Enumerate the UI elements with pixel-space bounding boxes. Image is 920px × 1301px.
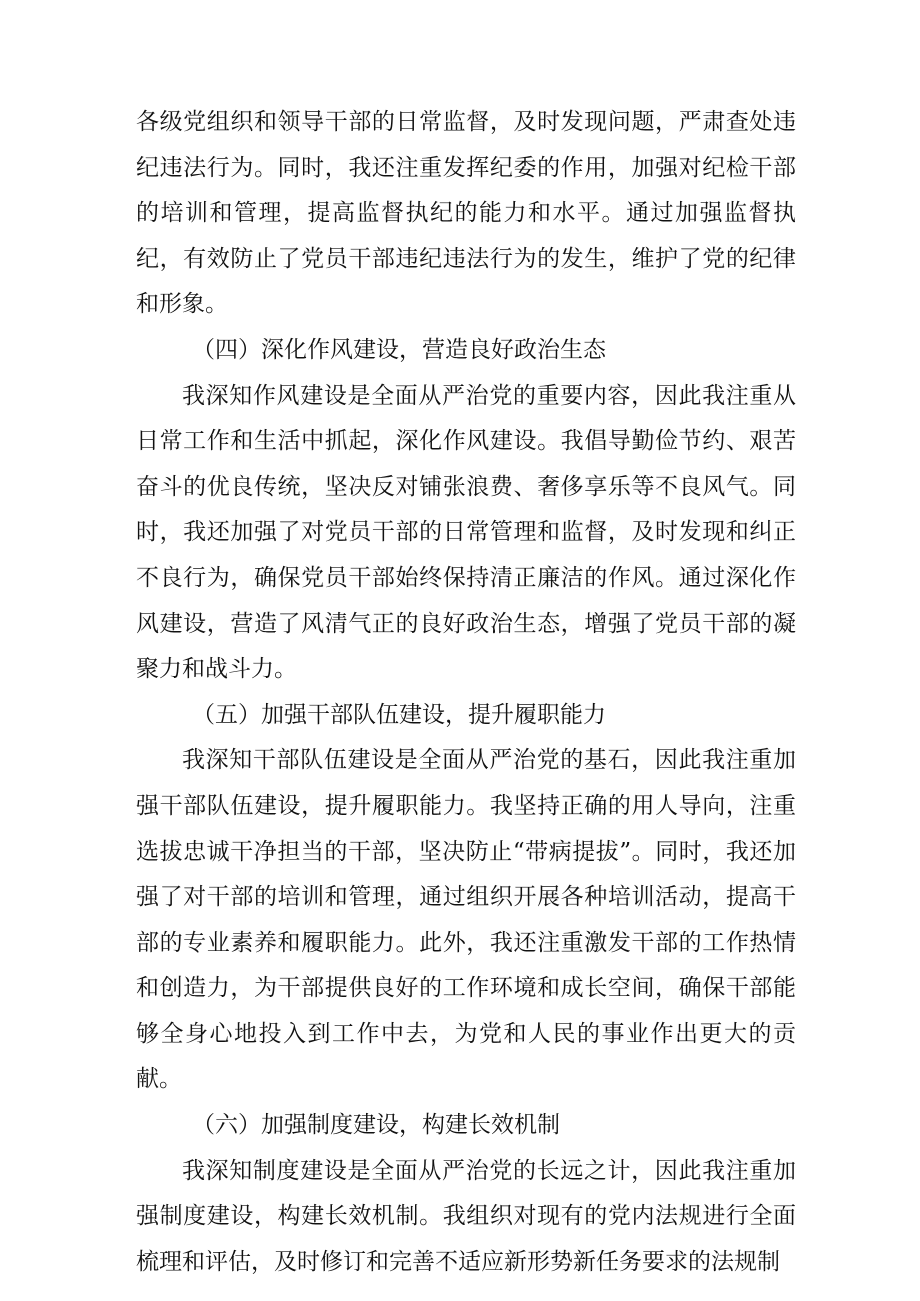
paragraph-cadre-team: 我深知干部队伍建设是全面从严治党的基石，因此我注重加强干部队伍建设，提升履职能力。我坚持正确的用人导向，注重选拔忠诚干净担当的干部，坚决防止“带病提拔”。同时，我还加强了对干部的培训和管理，通过组织开展各种培训活动，提高干部的专业素养和履职能力。此外，我还注重激发干部的工作热情和创造力，为干部提供良好的工作环境和成长空间，确保干部能够全身心地投入到工作中去，为党和人民的事业作出更大的贡献。 <box>136 747 796 1093</box>
paragraph-work-style: 我深知作风建设是全面从严治党的重要内容，因此我注重从日常工作和生活中抓起，深化作风建设。我倡导勤俭节约、艰苦奋斗的优良传统，坚决反对铺张浪费、奢侈享乐等不良风气。同时，我还加强了对党员干部的日常管理和监督，及时发现和纠正不良行为，确保党员干部始终保持清正廉洁的作风。通过深化作风建设，营造了风清气正的良好政治生态，增强了党员干部的凝聚力和战斗力。 <box>136 382 796 683</box>
section-heading-6: （六）加强制度建设，构建长效机制 <box>192 1112 560 1139</box>
paragraph-supervision-continued: 各级党组织和领导干部的日常监督，及时发现问题，严肃查处违纪违法行为。同时，我还注重发挥纪委的作用，加强对纪检干部的培训和管理，提高监督执纪的能力和水平。通过加强监督执纪，有效防止了党员干部违纪违法行为的发生，维护了党的纪律和形象。 <box>136 109 796 318</box>
section-heading-4: （四）深化作风建设，营造良好政治生态 <box>192 336 606 363</box>
paragraph-institution-building: 我深知制度建设是全面从严治党的长远之计，因此我注重加强制度建设，构建长效机制。我组织对现有的党内法规进行全面梳理和评估，及时修订和完善不适应新形势新任务要求的法规制 <box>136 1157 796 1275</box>
document-page <box>136 100 796 1285</box>
section-heading-5: （五）加强干部队伍建设，提升履职能力 <box>192 701 606 728</box>
